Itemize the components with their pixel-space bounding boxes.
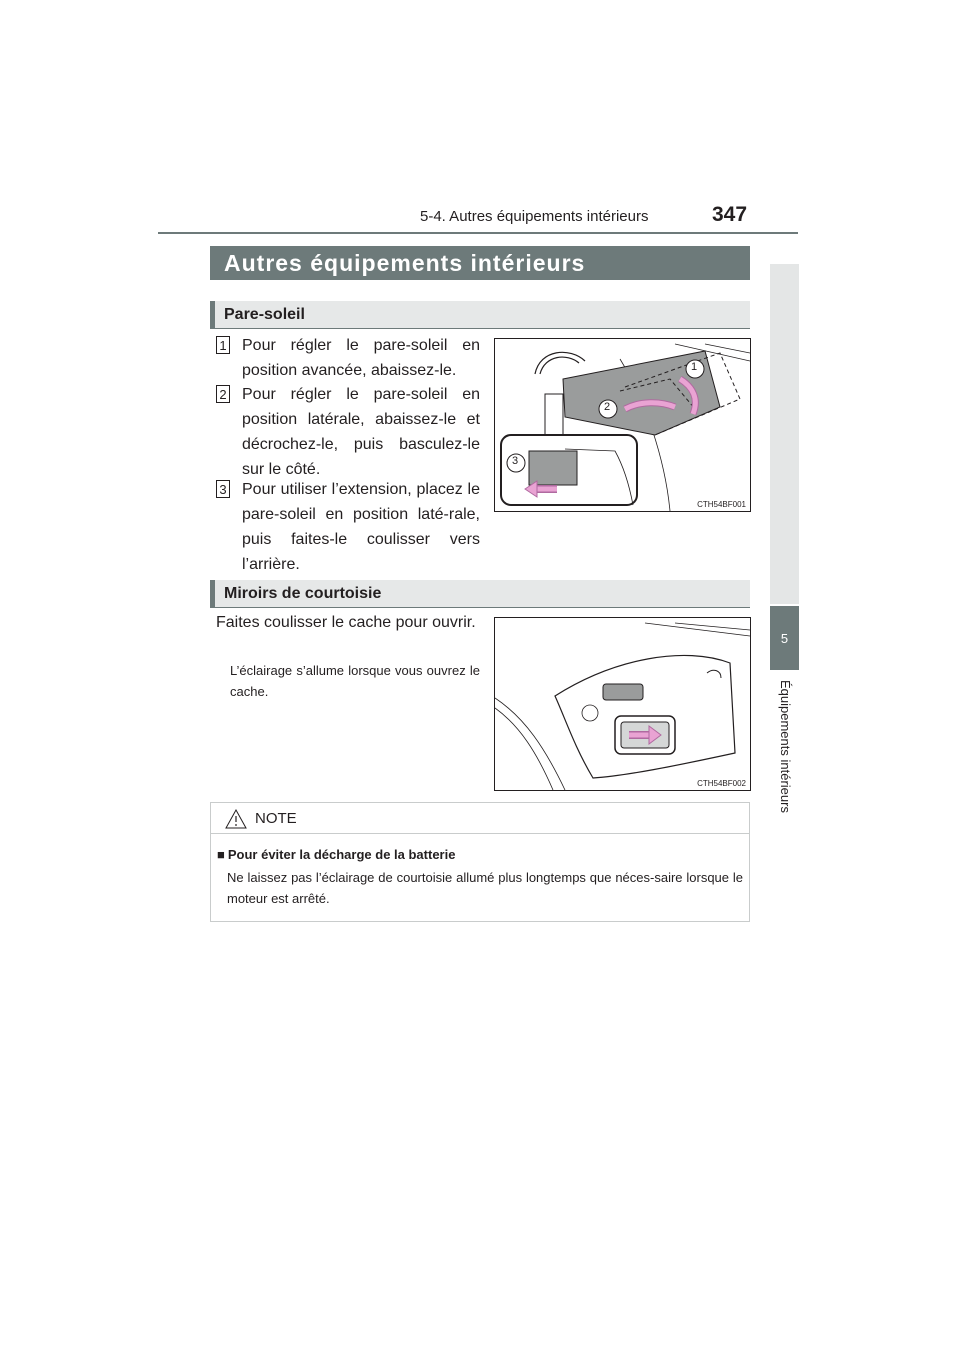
step-number: 2 [216,385,230,403]
step-number: 3 [216,480,230,498]
note-title-text: Pour éviter la décharge de la batterie [227,847,456,862]
step-text: Pour régler le pare-soleil en position latérale, abaissez-le et décrochez-le, puis basculez-le sur le côté. [242,386,480,478]
note-label: NOTE [255,810,297,827]
page-number: 347 [712,203,748,226]
running-header-section: 5-4. Autres équipements intérieurs [420,208,649,225]
step-item [216,477,480,577]
callout-1: 1 [691,361,698,373]
side-tab-strip [770,264,799,604]
section-heading-vanity [210,580,750,608]
chapter-label: Équipements intérieurs [778,680,793,813]
step-text: Pour utiliser l’extension, placez le pare-soleil en position laté-rale, puis faites-le coulisser vers l’arrière. [242,481,480,573]
step-item [216,333,480,383]
section-heading-label: Miroirs de courtoisie [224,584,382,602]
sunvisor-illustration [494,338,751,512]
vanity-mirror-illustration [494,617,751,791]
callout-3: 3 [512,455,519,467]
figure-code: CTH54BF001 [697,500,746,509]
step-item [216,382,480,482]
chapter-tab: 5 [770,606,799,670]
sunvisor-drawing [495,339,750,511]
note-text: Ne laissez pas l’éclairage de courtoisie allumé plus longtemps que néces-saire lorsque le moteur est arrêté. [227,870,743,906]
step-number: 1 [216,336,230,354]
vanity-subtext: L’éclairage s’allume lorsque vous ouvrez le cache. [230,663,480,699]
callout-2: 2 [604,401,611,413]
warning-icon [225,809,247,829]
bullet-square-icon: ■ [217,847,225,862]
header-rule [158,232,798,234]
vanity-instruction: Faites coulisser le cache pour ouvrir. [216,614,476,631]
vanity-drawing [495,618,750,790]
page-title: Autres équipements intérieurs [210,246,750,280]
note-header [211,803,749,834]
section-heading-label: Pare-soleil [224,305,305,323]
note-title [217,847,455,862]
section-heading-sunvisor [210,301,750,329]
figure-code: CTH54BF002 [697,779,746,788]
step-text: Pour régler le pare-soleil en position avancée, abaissez-le. [242,337,480,379]
note-box [210,802,750,922]
